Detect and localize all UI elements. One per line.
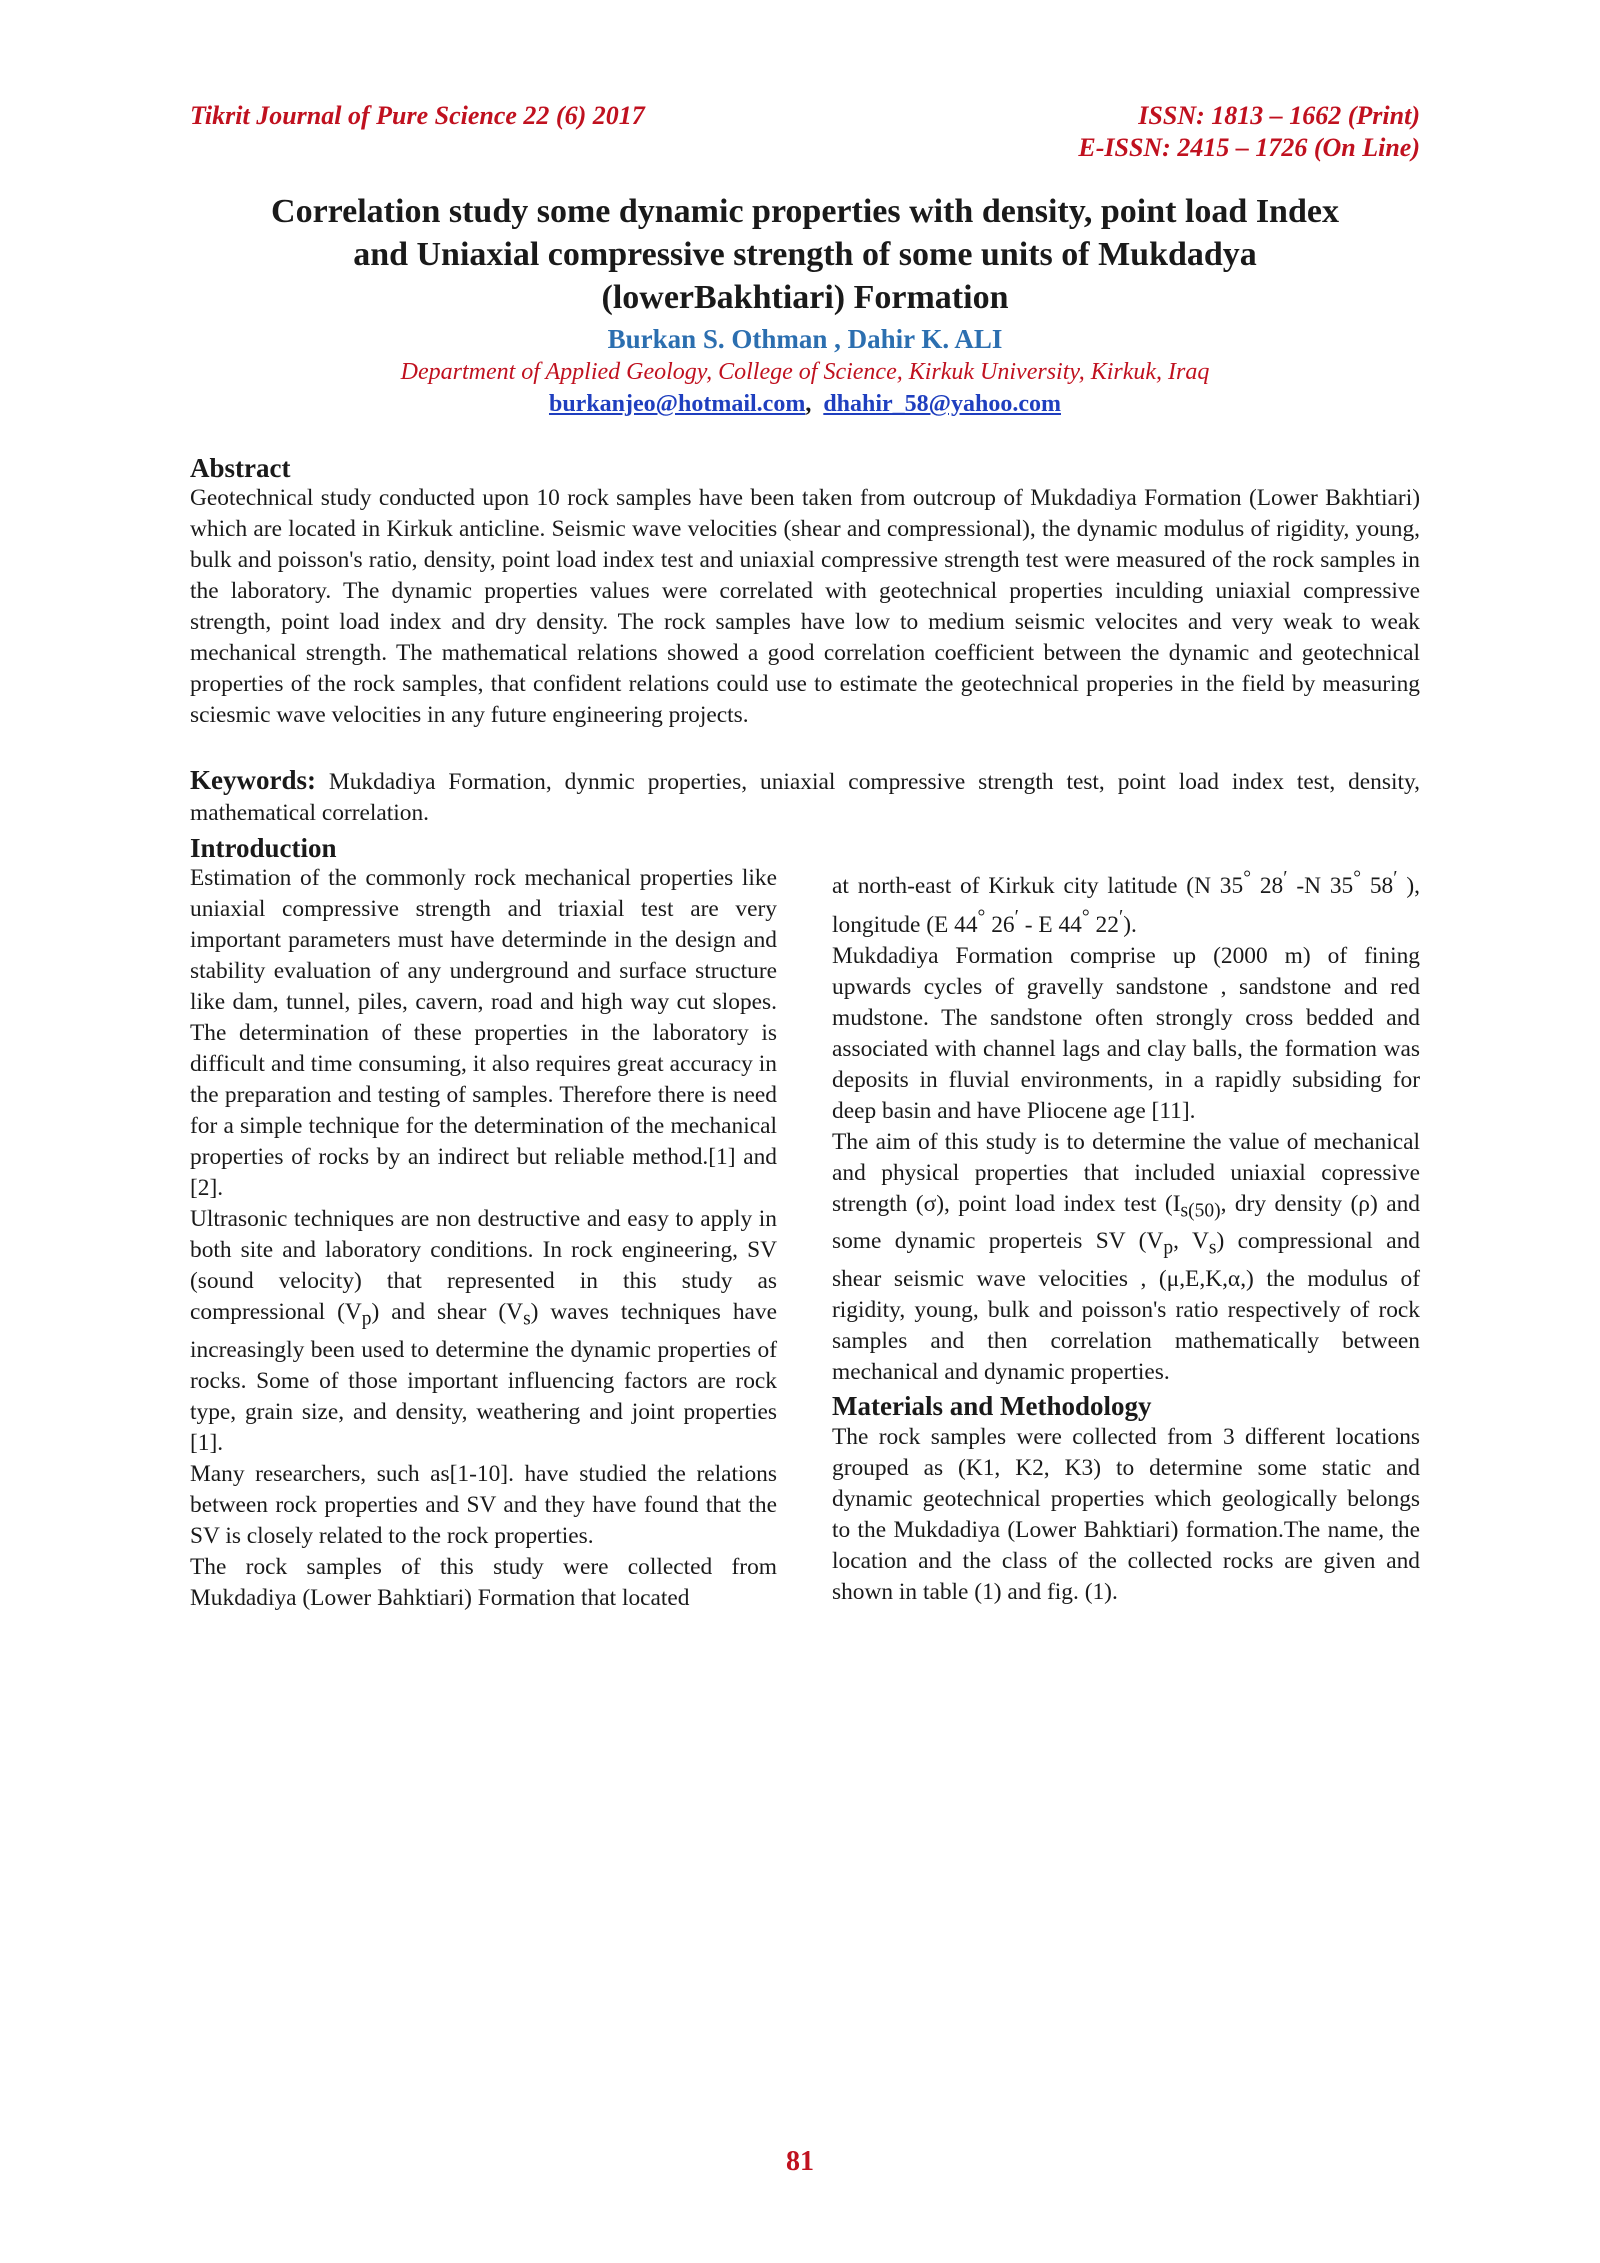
right-column: [832, 863, 1420, 1608]
left-column: [190, 863, 777, 1614]
keywords-label: Keywords:: [190, 765, 316, 795]
issn-online: E-ISSN: 2415 – 1726 (On Line): [1078, 133, 1420, 162]
intro-paragraph-3: Many researchers, such as[1-10]. have studied the relations between rock properties and SV and they have found that the SV is closely related to the rock properties.: [190, 1460, 777, 1549]
intro-paragraph-1: Estimation of the commonly rock mechanical properties like uniaxial compressive strength and triaxial test are very important parameters must have determinde in the design and stability evaluation of any underground and surface structure like dam, tunnel, piles, cavern, road and high way cut slopes. The determination of these properties in the laboratory is difficult and time consuming, it also requires great accuracy in the preparation and testing of samples. Therefore there is need for a simple technique for the determination of the mechanical properties of rocks by an indirect but reliable method.[1] and [2].: [190, 865, 777, 1201]
title-line-1: Correlation study some dynamic properties with density, point load Index: [271, 193, 1339, 230]
methods-paragraph: The rock samples were collected from 3 different locations grouped as (K1, K2, K3) to determine some static and dynamic geotechnical properties which geologically belongs to the Mukdadiya (Lower Bahktiari) formation.The name, the location and the class of the collected rocks are given and shown in table (1) and fig. (1).: [832, 1423, 1420, 1605]
title-line-3: (lowerBakhtiari) Formation: [601, 279, 1009, 316]
formation-paragraph: Mukdadiya Formation comprise up (2000 m) of fining upwards cycles of gravelly sandstone , sandstone and red mudstone. The sandstone often strongly cross bedded and associated with channel lags and clay balls, the formation was deposits in fluvial environments, in a rapidly subsiding for deep basin and have Pliocene age [11].: [832, 942, 1420, 1124]
page-number: 81: [786, 2146, 814, 2177]
intro-paragraph-2: Ultrasonic techniques are non destructive and easy to apply in both site and laboratory conditions. In rock engineering, SV (sound velocity) that represented in this study as compressional $(V_p)$ and shear $(V_s)$ waves techniques have increasingly been used to determine the dynamic properties of rocks. Some of those important influencing factors are rock type, grain size, and density, weathering and joint properties [1].: [190, 1206, 778, 1456]
aim-paragraph: The aim of this study is to determine the value of mechanical and physical properties that included uniaxial copressive strength (σ), point load index test ($I_{s(50)}$, dry density (ρ) and some dynamic properteis SV ($V_p$, $V_s$) compressional and shear seismic wave velocities , (μ,E,K,α,) the modulus of rigidity, young, bulk and poisson's ratio respectively of rock samples and then correlation mathematically between mechanical and dynamic properties.: [832, 1128, 1420, 1385]
keywords-text: Mukdadiya Formation, dynmic properties, uniaxial compressive strength test, point load index test, density, mathematical correlation.: [190, 769, 1420, 826]
author-emails: [190, 388, 1420, 420]
location-paragraph: at north-east of Kirkuk city latitude (N 35° 28′ -N 35° 58′ ), longitude (E 44° 26′ - E 44° 22′).: [832, 868, 1420, 938]
introduction-heading: Introduction: [190, 833, 337, 863]
methods-heading: Materials and Methodology: [832, 1390, 1152, 1421]
abstract-heading: Abstract: [190, 453, 291, 483]
intro-paragraph-4: The rock samples of this study were collected from Mukdadiya (Lower Bahktiari) Formation that located: [190, 1553, 777, 1611]
issn-block: [1078, 100, 1420, 164]
authors: Burkan S. Othman , Dahir K. ALI: [607, 324, 1003, 354]
email-link-1[interactable]: burkanjeo@hotmail.com: [548, 391, 806, 417]
affiliation: Department of Applied Geology, College of Science, Kirkuk University, Kirkuk, Iraq: [400, 359, 1210, 385]
email-link-2[interactable]: dhahir_58@yahoo.com: [823, 391, 1061, 417]
keywords: [190, 765, 1420, 829]
journal-name: Tikrit Journal of Pure Science 22 (6) 2017: [190, 101, 645, 130]
issn-print: ISSN: 1813 – 1662 (Print): [1138, 101, 1420, 130]
paper-title: [190, 190, 1420, 319]
abstract-text: Geotechnical study conducted upon 10 rock samples have been taken from outcroup of Mukdadiya Formation (Lower Bakhtiari) which are located in Kirkuk anticline. Seismic wave velocities (shear and compressional), the dynamic modulus of rigidity, young, bulk and poisson's ratio, density, point load index test and uniaxial compressive strength test were measured of the rock samples in the laboratory. The dynamic properties values were correlated with geotechnical properties inculding uniaxial compressive strength, point load index and dry density. The rock samples have low to medium seismic velocites and very weak to weak mechanical strength. The mathematical relations showed a good correlation coefficient between the dynamic and geotechnical properties of the rock samples, that confident relations could use to estimate the geotechnical properies in the field by measuring sciesmic wave velocities in any future engineering projects.: [190, 485, 1420, 728]
email-separator: ,: [805, 391, 812, 417]
title-line-2: and Uniaxial compressive strength of some units of Mukdadya: [353, 236, 1257, 273]
